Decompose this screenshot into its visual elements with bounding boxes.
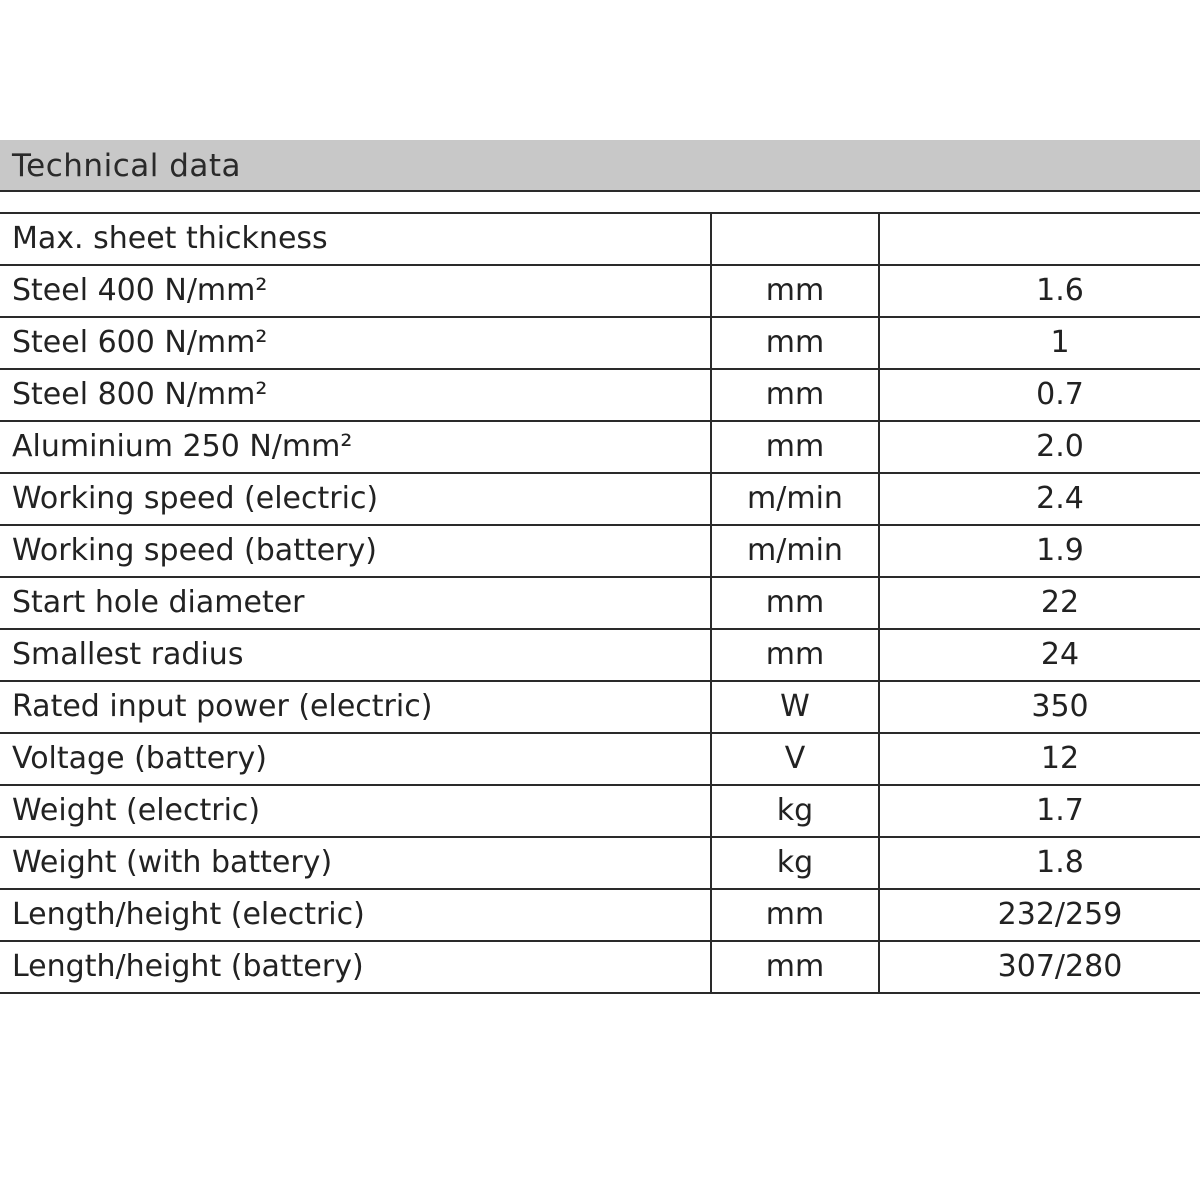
table-row xyxy=(0,473,1200,525)
table-row xyxy=(0,733,1200,785)
spec-unit: mm xyxy=(711,265,879,317)
table-row xyxy=(0,577,1200,629)
table-row xyxy=(0,681,1200,733)
spec-label: Steel 600 N/mm² xyxy=(0,317,711,369)
table-row xyxy=(0,785,1200,837)
spec-unit: m/min xyxy=(711,525,879,577)
table-row xyxy=(0,369,1200,421)
spec-unit xyxy=(711,213,879,265)
spec-value: 22 xyxy=(879,577,1200,629)
table-row xyxy=(0,941,1200,993)
technical-data-table xyxy=(0,212,1200,994)
technical-data-header xyxy=(0,140,1200,192)
spec-unit: mm xyxy=(711,577,879,629)
spec-value: 1.7 xyxy=(879,785,1200,837)
spec-label: Max. sheet thickness xyxy=(0,213,711,265)
spec-unit: mm xyxy=(711,421,879,473)
spec-unit: W xyxy=(711,681,879,733)
section-title: Technical data xyxy=(12,148,242,184)
spec-value: 307/280 xyxy=(879,941,1200,993)
table-row xyxy=(0,213,1200,265)
spec-label: Rated input power (electric) xyxy=(0,681,711,733)
spec-label: Steel 400 N/mm² xyxy=(0,265,711,317)
spec-value: 350 xyxy=(879,681,1200,733)
spec-value xyxy=(879,213,1200,265)
spec-value: 12 xyxy=(879,733,1200,785)
spec-label: Working speed (electric) xyxy=(0,473,711,525)
spec-unit: V xyxy=(711,733,879,785)
spec-label: Voltage (battery) xyxy=(0,733,711,785)
spec-label: Smallest radius xyxy=(0,629,711,681)
spec-value: 2.4 xyxy=(879,473,1200,525)
spec-label: Start hole diameter xyxy=(0,577,711,629)
spec-label: Aluminium 250 N/mm² xyxy=(0,421,711,473)
spec-unit: mm xyxy=(711,369,879,421)
spec-label: Length/height (electric) xyxy=(0,889,711,941)
table-row xyxy=(0,525,1200,577)
spec-value: 0.7 xyxy=(879,369,1200,421)
table-row xyxy=(0,837,1200,889)
table-row xyxy=(0,317,1200,369)
spec-value: 24 xyxy=(879,629,1200,681)
spec-unit: m/min xyxy=(711,473,879,525)
spec-label: Weight (with battery) xyxy=(0,837,711,889)
spec-value: 1.8 xyxy=(879,837,1200,889)
spec-label: Weight (electric) xyxy=(0,785,711,837)
spec-unit: mm xyxy=(711,317,879,369)
spec-value: 1.6 xyxy=(879,265,1200,317)
spec-value: 1 xyxy=(879,317,1200,369)
spec-unit: mm xyxy=(711,629,879,681)
table-row xyxy=(0,265,1200,317)
spec-unit: mm xyxy=(711,941,879,993)
table-row xyxy=(0,629,1200,681)
spec-label: Length/height (battery) xyxy=(0,941,711,993)
spec-unit: kg xyxy=(711,785,879,837)
table-row xyxy=(0,889,1200,941)
spec-value: 2.0 xyxy=(879,421,1200,473)
spec-value: 1.9 xyxy=(879,525,1200,577)
spec-value: 232/259 xyxy=(879,889,1200,941)
table-row xyxy=(0,421,1200,473)
spec-unit: kg xyxy=(711,837,879,889)
spec-unit: mm xyxy=(711,889,879,941)
spec-label: Steel 800 N/mm² xyxy=(0,369,711,421)
spec-label: Working speed (battery) xyxy=(0,525,711,577)
